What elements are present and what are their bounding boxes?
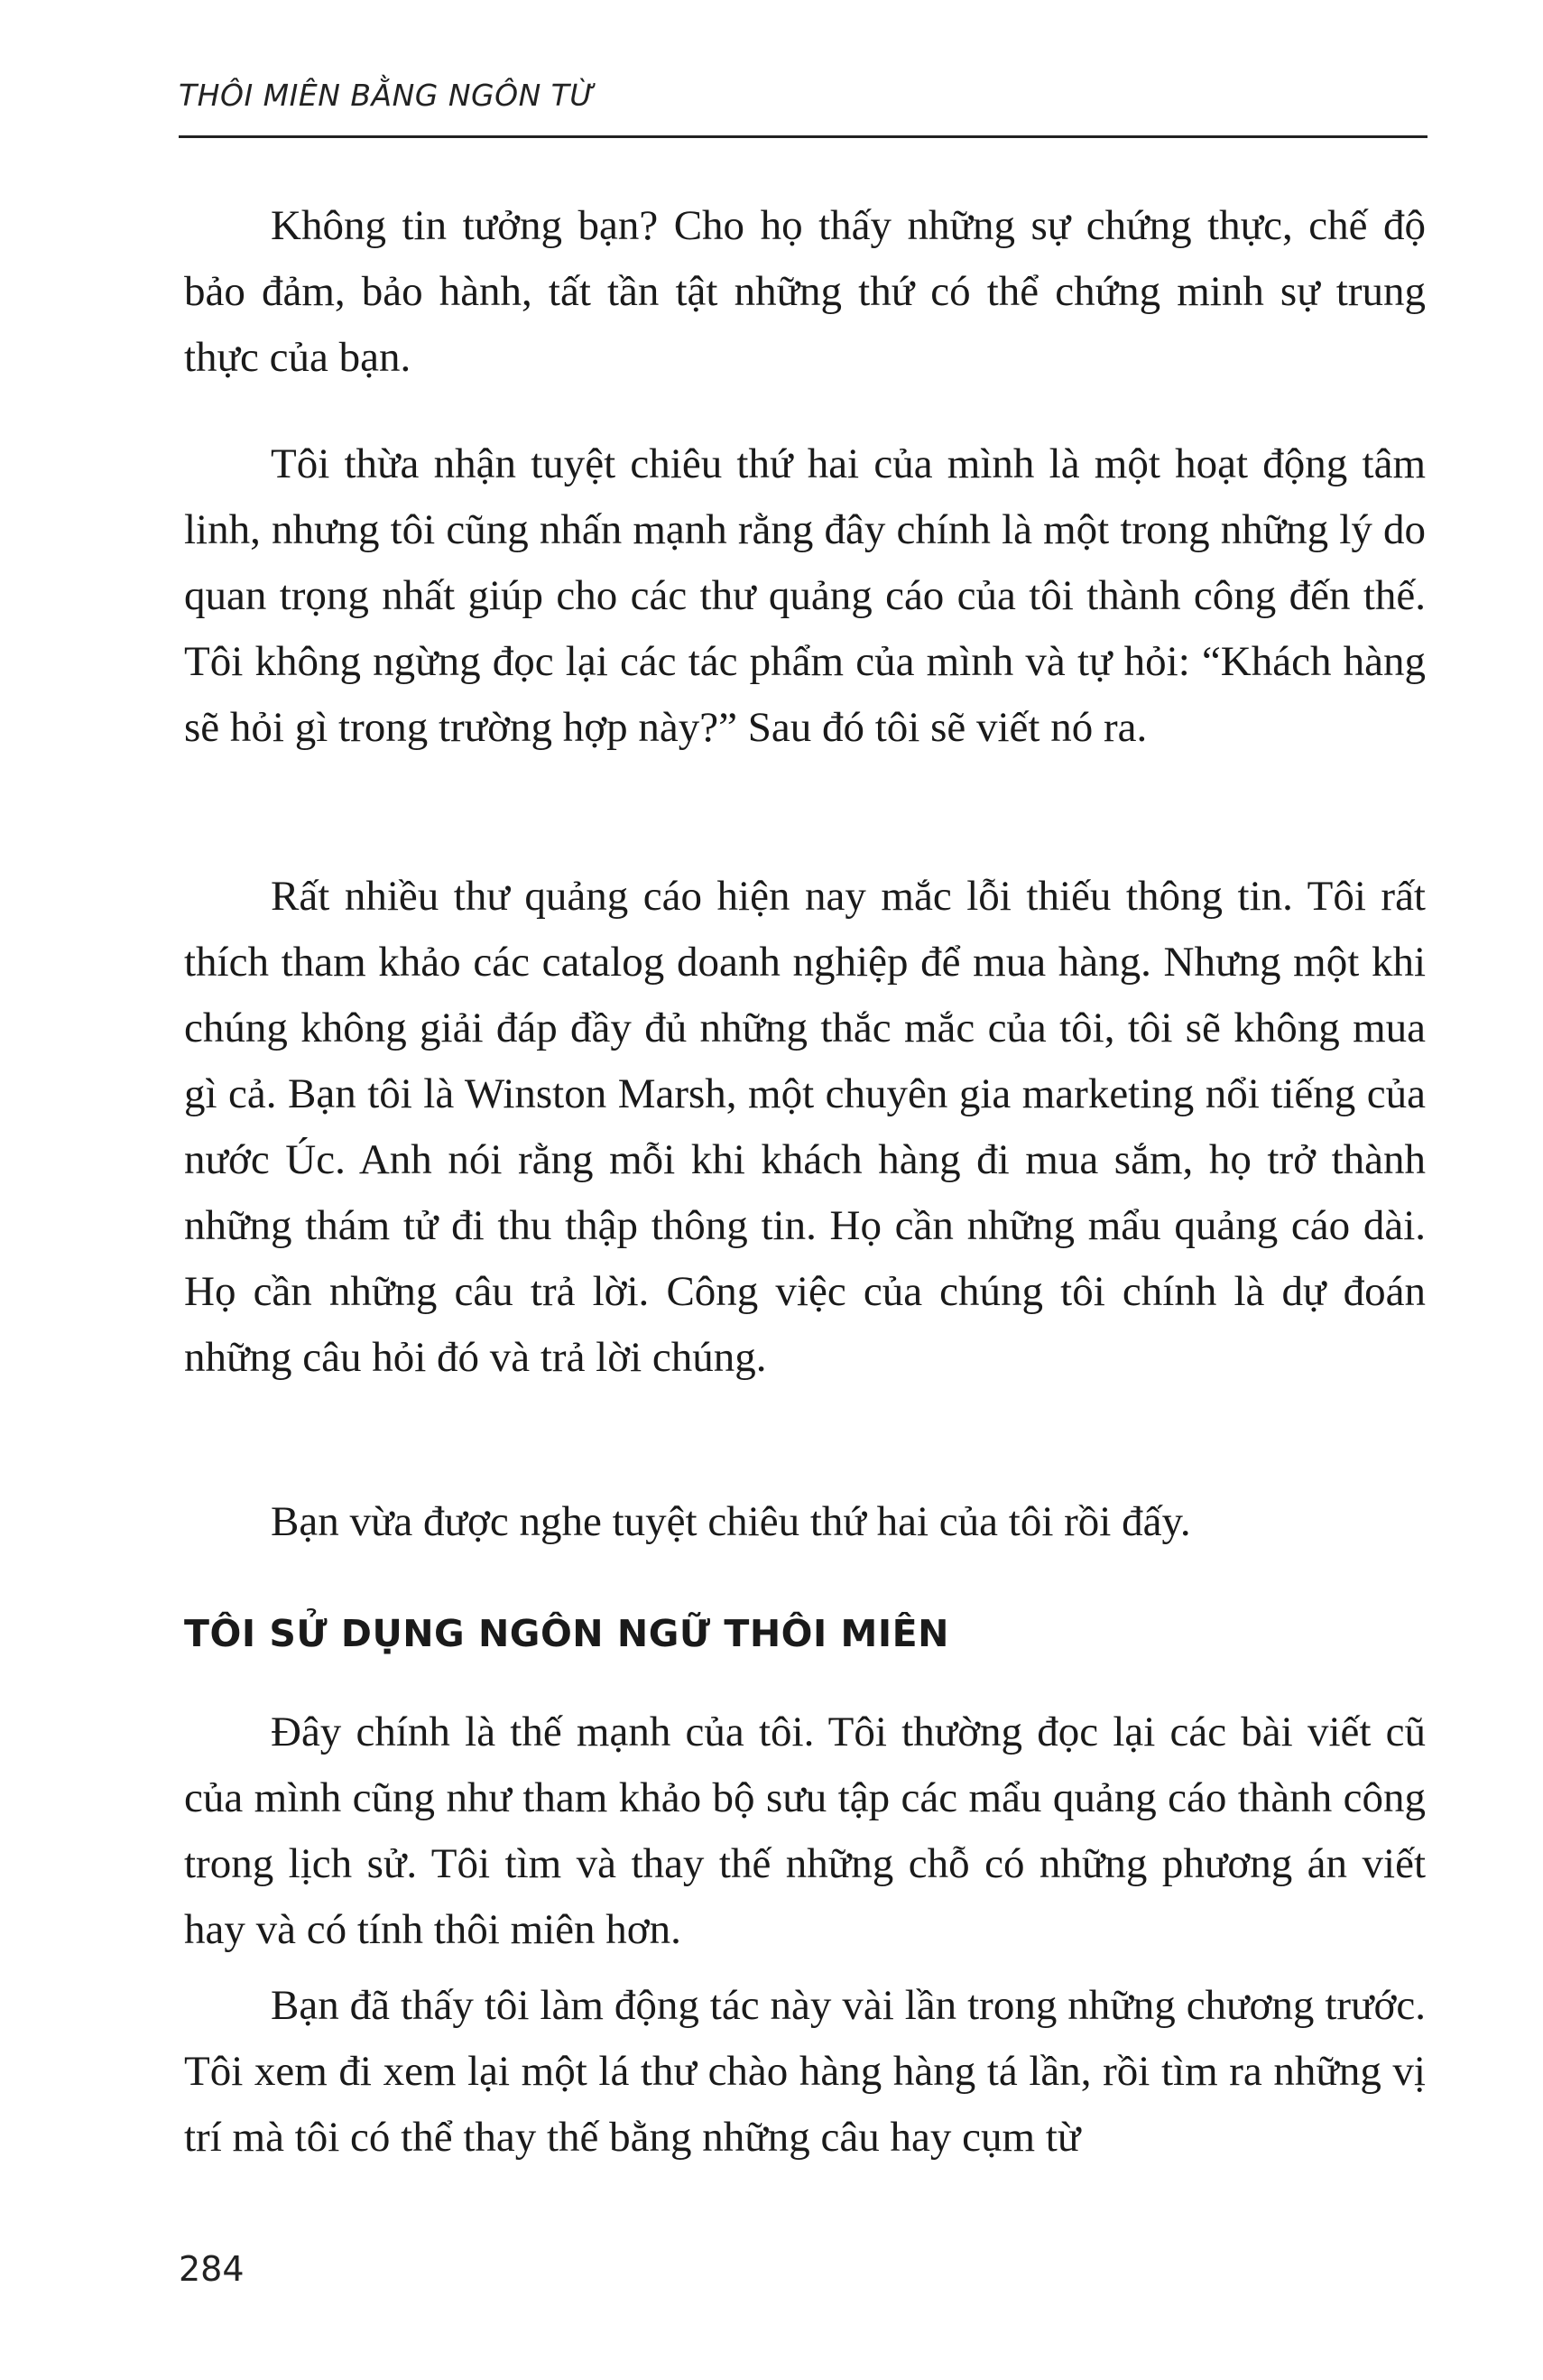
paragraph-3 (184, 864, 1426, 1391)
paragraph-1-text: Không tin tưởng bạn? Cho họ thấy những sự chứng thực, chế độ bảo đảm, bảo hành, tất tần tật những thứ có thể chứng minh sự trung thực của bạn. (184, 202, 1426, 381)
paragraph-2-text: Tôi thừa nhận tuyệt chiêu thứ hai của mình là một hoạt động tâm linh, nhưng tôi cũng nhấn mạnh rằng đây chính là một trong những lý do quan trọng nhất giúp cho các thư quảng cáo của tôi thành công đến thế. Tôi không ngừng đọc lại các tác phẩm của mình và tự hỏi: “Khách hàng sẽ hỏi gì trong trường hợp này?” Sau đó tôi sẽ viết nó ra. (184, 440, 1426, 751)
paragraph-3-text: Rất nhiều thư quảng cáo hiện nay mắc lỗi thiếu thông tin. Tôi rất thích tham khảo các catalog doanh nghiệp để mua hàng. Nhưng một khi chúng không giải đáp đầy đủ những thắc mắc của tôi, tôi sẽ không mua gì cả. Bạn tôi là Winston Marsh, một chuyên gia marketing nổi tiếng của nước Úc. Anh nói rằng mỗi khi khách hàng đi mua sắm, họ trở thành những thám tử đi thu thập thông tin. Họ cần những mẩu quảng cáo dài. Họ cần những câu trả lời. Công việc của chúng tôi chính là dự đoán những câu hỏi đó và trả lời chúng. (184, 873, 1426, 1381)
paragraph-1 (184, 193, 1426, 391)
paragraph-4 (184, 1489, 1426, 1555)
paragraph-4-text: Bạn vừa được nghe tuyệt chiêu thứ hai của tôi rồi đấy. (271, 1498, 1191, 1545)
section-heading: TÔI SỬ DỤNG NGÔN NGỮ THÔI MIÊN (184, 1612, 949, 1655)
paragraph-6 (184, 1973, 1426, 2171)
page-number: 284 (179, 2249, 245, 2289)
header-rule (179, 135, 1428, 138)
running-head: THÔI MIÊN BẰNG NGÔN TỪ (179, 78, 596, 113)
paragraph-5-text: Đây chính là thế mạnh của tôi. Tôi thường đọc lại các bài viết cũ của mình cũng như tham khảo bộ sưu tập các mẩu quảng cáo thành công trong lịch sử. Tôi tìm và thay thế những chỗ có những phương án viết hay và có tính thôi miên hơn. (184, 1709, 1426, 1953)
paragraph-6-text: Bạn đã thấy tôi làm động tác này vài lần trong những chương trước. Tôi xem đi xem lại một lá thư chào hàng hàng tá lần, rồi tìm ra những vị trí mà tôi có thể thay thế bằng những câu hay cụm từ (184, 1982, 1426, 2161)
paragraph-2 (184, 431, 1426, 761)
paragraph-5 (184, 1699, 1426, 1963)
